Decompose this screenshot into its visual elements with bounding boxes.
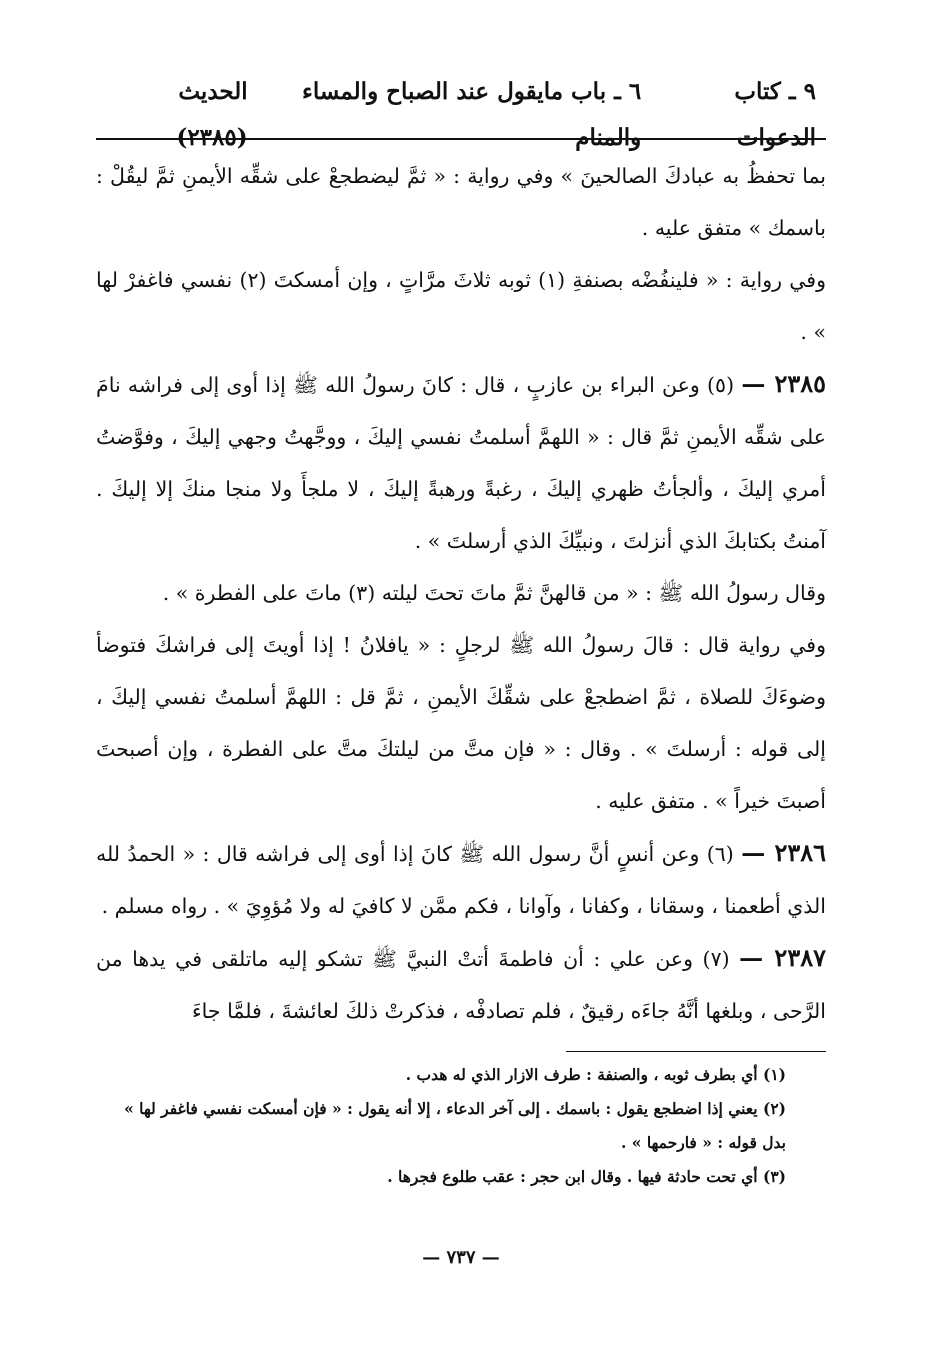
hadith-text: (٧) وعن علي : أن فاطمةَ أتتْ النبيَّ ﷺ تشكو إليه ماتلقى في يدها من الرَّحى ، وبلغها أنَّهُ جاءَه رقيقٌ ، فلم تصادفْه ، فذكرتْ ذلكَ لعائشةَ ، فلمَّا جاءَ [96,947,826,1023]
footnote-divider [566,1051,826,1052]
hadith-paragraph [96,932,826,1037]
header-book-chapter [248,69,816,161]
document-page [96,78,826,1272]
running-header [96,78,826,151]
hadith-text: (٥) وعن البراء بن عازبٍ ، قال : كانَ رسولُ الله ﷺ إذا أوى إلى فراشه نامَ على شقِّه الأيمنِ ثمَّ قال : « اللهمَّ أسلمتُ نفسي إليكَ ، ووجَّهتُ وجهي إليكَ ، وفوَّضتُ أمري إليكَ ، وألجأتُ ظهري إليكَ ، رغبةً ورهبةً إليكَ ، لا ملجأَ ولا منجا منكَ إلا إليكَ . آمنتُ بكتابكَ الذي أنزلتَ ، ونبيِّكَ الذي أرسلتَ » . [96,373,826,553]
footnotes [96,1058,826,1194]
paragraph: وفي رواية : « فلينفُضْه بصنفةِ (١) ثوبه ثلاثَ مرَّاتٍ ، وإن أمسكتَ (٢) نفسي فاغفرْ لها » . [96,268,826,344]
page-number: — ٧٣٧ — [422,1247,500,1268]
main-text [96,150,826,1037]
paragraph: وفي رواية قال : قالَ رسولُ الله ﷺ لرجلٍ : « يافلانُ ! إذا أويتَ إلى فراشكَ فتوضأ وضوءَكَ للصلاة ، ثمَّ اضطجعْ على شقِّكَ الأيمنِ ، ثمَّ قل : اللهمَّ أسلمتُ نفسي إليكَ ، إلى قوله : أرسلتَ » . وقال : « فإن متَّ من ليلتكَ متَّ على الفطرة ، وإن أصبحتَ أصبتَ خيراً » . متفق عليه . [96,633,826,813]
footnote: (٢) يعني إذا اضطجع يقول : باسمك . إلى آخر الدعاء ، إلا أنه يقول : « فإن أمسكت نفسي فاغفر لها » بدل قوله : « فارحمها » . [124,1099,786,1152]
paragraph: بما تحفظُ به عبادكَ الصالحينَ » وفي رواية : « ثمَّ ليضطجعْ على شقِّه الأيمنِ ثمَّ ليقُلْ : باسمك » متفق عليه . [96,164,826,240]
header-book: ٩ ـ كتاب الدعوات [734,78,816,151]
header-hadith-range: الحديث (٢٣٨٥) [176,78,248,151]
hadith-paragraph [96,358,826,567]
hadith-number: ٢٣٨٧ — [739,943,826,972]
hadith-text: (٦) وعن أنسٍ أنَّ رسول الله ﷺ كانَ إذا أوى إلى فراشه قال : « الحمدُ لله الذي أطعمنا ، وسقانا ، وكفانا ، وآوانا ، فكم ممَّن لا كافيَ له ولا مُؤوِيَ » . رواه مسلم . [96,842,826,918]
footnote: (٣) أي تحت حادثة فيها . وقال ابن حجر : عقب طلوع فجرها . [387,1167,786,1186]
hadith-number: ٢٣٨٥ — [741,369,826,398]
footnote: (١) أي بطرف ثوبه ، والصنفة : طرف الازار الذي له هدب . [405,1065,786,1084]
header-chapter: ٦ ـ باب مايقول عند الصباح والمساء والمنام [302,78,642,151]
hadith-paragraph [96,827,826,932]
hadith-number: ٢٣٨٦ — [741,838,826,867]
paragraph: وقال رسولُ الله ﷺ : « من قالهنَّ ثمَّ ماتَ تحتَ ليلته (٣) ماتَ على الفطرة » . [162,581,826,605]
